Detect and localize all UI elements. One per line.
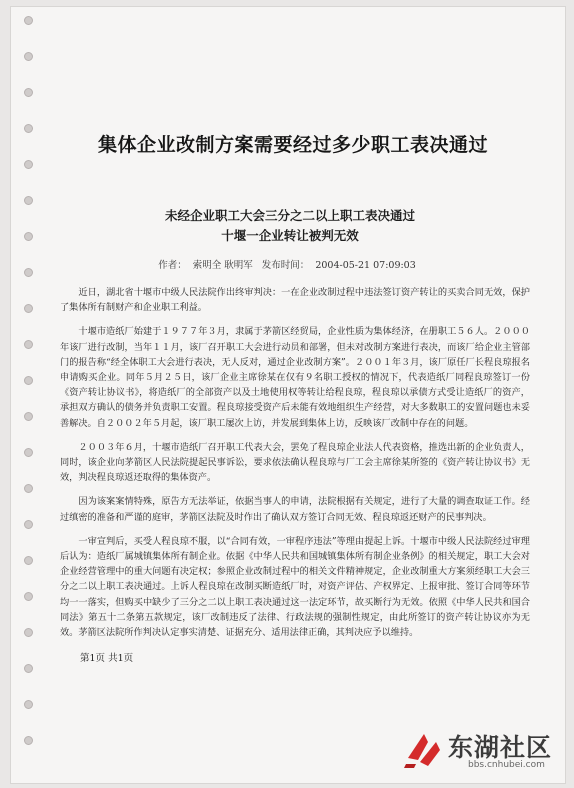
publish-time-label: 发布时间： xyxy=(261,260,310,271)
punch-hole xyxy=(24,664,33,673)
document-title: 集体企业改制方案需要经过多少职工表决通过 xyxy=(97,134,488,156)
byline xyxy=(130,257,450,271)
paragraph: 因为该案案情特殊，原告方无法举证，依据当事人的申请，法院根据有关规定，进行了大量的调查取证工作。经过缜密的准备和严谨的庭审，茅箭区法院及时作出了确认双方签订合同无效、程良琼返还财产的民事判决。 xyxy=(60,496,530,523)
punch-hole xyxy=(24,16,33,25)
paragraph: ２００３年６月，十堰市造纸厂召开职工代表大会，罢免了程良琼企业法人代表资格，推选出新的企业负责人，同时，该企业向茅箭区人民法院提起民事诉讼，要求依法确认程良琼与厂工会主席徐某所签的《资产转让协议书》无效，判决程良琼返还取得的集体资产。 xyxy=(60,441,530,484)
watermark-brand: 东湖社区 xyxy=(448,733,553,762)
punch-hole xyxy=(24,700,33,709)
punch-hole xyxy=(24,232,33,241)
author-label: 作者： xyxy=(158,260,187,271)
punch-hole xyxy=(24,592,33,601)
punch-hole xyxy=(24,304,33,313)
punch-hole xyxy=(24,628,33,637)
punch-hole xyxy=(24,268,33,277)
punch-hole xyxy=(24,88,33,97)
paragraph: 一审宣判后，买受人程良琼不服，以“合同有效，一审程序违法”等理由提起上诉。十堰市中级人民法院经过审理后认为：造纸厂属城镇集体所有制企业。依据《中华人民共和国城镇集体所有制企业条例》的相关规定，职工大会对企业经营管理中的重大问题有决定权；参照企业改制过程中的相关文件精神规定，企业改制重大方案须经职工大会三分之二以上职工表决通过。上诉人程良琼在改制买断造纸厂时，对资产评估、产权界定、上报审批、签订合同等环节均一一落实，但购买中缺少了三分之二以上职工表决通过这一法定环节，故买断行为无效。依照《中华人民共和国合同法》第五十二条第五款规定，该厂改制违反了法律、行政法规的强制性规定，由此所签订的资产转让协议亦为无效。茅箭区法院所作判决认定事实清楚、证据充分、适用法律正确，其判决应予以维持。 xyxy=(60,535,530,639)
paragraph: 近日，湖北省十堰市中级人民法院作出终审判决：一在企业改制过程中违法签订资产转让的买卖合同无效，保护了集体所有制财产和企业职工利益。 xyxy=(60,287,530,314)
wing-logo-icon xyxy=(404,728,448,770)
punch-hole xyxy=(24,412,33,421)
watermark-logo xyxy=(404,724,564,780)
subtitle-line-2: 十堰一企业转让被判无效 xyxy=(221,228,359,243)
punch-hole xyxy=(24,52,33,61)
punch-hole xyxy=(24,520,33,529)
subtitle-line-1: 未经企业职工大会三分之二以上职工表决通过 xyxy=(164,208,415,223)
punch-hole xyxy=(24,376,33,385)
punch-hole xyxy=(24,556,33,565)
punch-hole xyxy=(24,484,33,493)
publish-time: 2004-05-21 07:09:03 xyxy=(315,260,416,271)
punch-hole xyxy=(24,340,33,349)
binding-holes xyxy=(24,6,34,784)
punch-hole xyxy=(24,736,33,745)
page-number: 第1页 共1页 xyxy=(80,653,134,664)
punch-hole xyxy=(24,196,33,205)
paragraph: 十堰市造纸厂始建于１９７７年３月，隶属于茅箭区经贸局，企业性质为集体经济，在册职工５６人。２０００年该厂进行改制，当年１１月，该厂召开职工大会进行动员和部署，但未对改制方案进行表决，而该厂给企业主管部门的报告称“经全体职工大会进行表决，无人反对，通过企业改制方案”。２００１年３月，该厂原任厂长程良琼报名申请购买企业。同年５月２５日，该厂企业主席徐某在仅有９名职工授权的情况下，代表造纸厂同程良琼签订一份《资产转让协议书》，将造纸厂的全部资产以及土地使用权等转让给程良琼，程良琼以承债方式受让造纸厂的资产，承担双方确认的债务并负责职工安置。程良琼接受资产后未能有效地组织生产经营，对大多数职工的安置问题也未妥善解决。自２００２年５月起，该厂职工屡次上访，并发展到集体上访，反映该厂改制中存在的问题。 xyxy=(60,326,530,429)
punch-hole xyxy=(24,124,33,133)
punch-hole xyxy=(24,448,33,457)
article-body xyxy=(60,285,530,649)
author-names: 索明全 耿明军 xyxy=(192,260,253,271)
watermark-url: bbs.cnhubei.com xyxy=(468,760,545,770)
punch-hole xyxy=(24,160,33,169)
